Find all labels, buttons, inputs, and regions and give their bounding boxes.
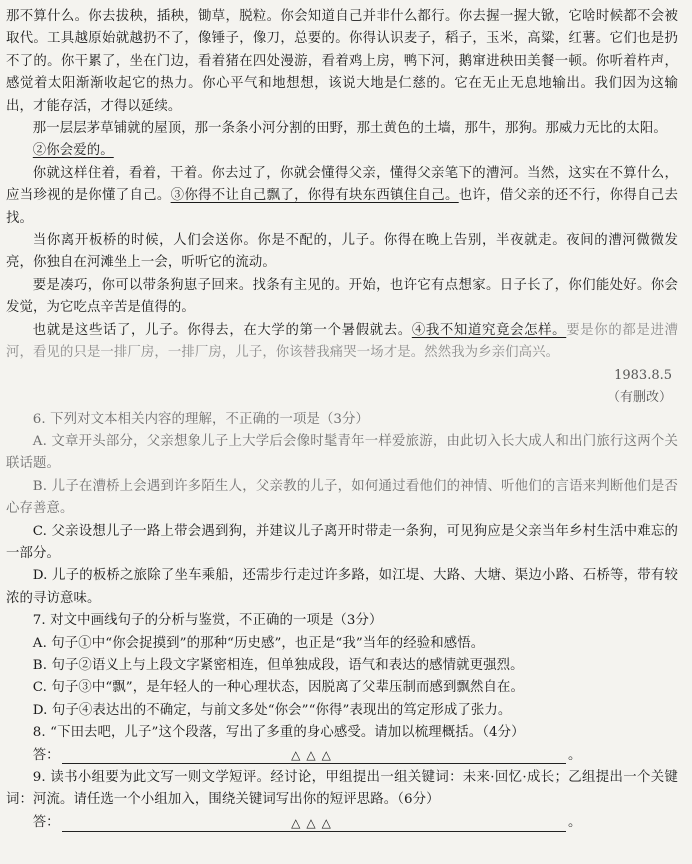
passage-paragraph-2: 那一层层茅草铺就的屋顶，那一条条小河分割的田野，那土黄色的土墙，那牛，那狗。那威力无比的太阳。 bbox=[32, 121, 667, 137]
answer-end-period: 。 bbox=[568, 747, 582, 763]
underlined-sentence-4: ④我不知道究竟会怎样。 bbox=[411, 322, 567, 338]
para4-text-after: 也许，借父亲的还不行，你得自己去找。 bbox=[6, 188, 678, 226]
underlined-sentence-3: ③你得不让自己飘了，你得有块东西镇住自己。 bbox=[170, 188, 459, 204]
question-7-option-b: B. 句子②语义上与上段文字紧密相连，但单独成段，语气和表达的感情就更强烈。 bbox=[32, 657, 524, 673]
question-6-option-d: D. 儿子的板桥之旅除了坐车乘船，还需步行走过许多路，如江堤、大路、大塘、渠边小路、石桥等，带有较浓的寻访意味。 bbox=[6, 568, 678, 606]
question-6-option-b: B. 儿子在漕桥上会遇到许多陌生人，父亲教的儿子，如何通过看他们的神情、听他们的言语来判断他们是否心存善意。 bbox=[6, 478, 678, 517]
question-6-option-a: A. 文章开头部分，父亲想象儿子上大学后会像时髦青年一样爱旅游，由此切入长大成人和出门旅行这两个关联话题。 bbox=[6, 433, 678, 472]
question-7-stem: 7. 对文中画线句子的分析与鉴赏，不正确的一项是（3分） bbox=[32, 613, 383, 629]
question-7-option-c: C. 句子③中“飘”，是年轻人的一种心理状态，因脱离了父辈压制而感到飘然自在。 bbox=[32, 680, 524, 696]
answer-label: 答： bbox=[32, 814, 60, 830]
passage-date: 1983.8.5 bbox=[614, 367, 672, 383]
question-6-stem: 6. 下列对文本相关内容的理解，不正确的一项是（3分） bbox=[32, 411, 370, 427]
answer-blank-line[interactable] bbox=[62, 747, 566, 764]
answer-label: 答： bbox=[32, 747, 60, 763]
answer-blank-line[interactable] bbox=[62, 815, 566, 832]
question-7-option-d: D. 句子④表达出的不确定，与前文多处“你会”“你得”表现出的笃定形成了张力。 bbox=[32, 702, 512, 718]
passage-paragraph-4 bbox=[6, 163, 678, 230]
question-7-option-a: A. 句子①中“你会捉摸到”的那种“历史感”，也正是“我”当年的经验和感悟。 bbox=[32, 635, 485, 651]
underlined-sentence-2: ②你会爱的。 bbox=[32, 143, 114, 159]
para4-text-before: 你就这样住着，看着，干着。你去过了，你就会懂得父亲，懂得父亲笔下的漕河。当然，这实在不算什么，应当珍视的是你懂了自己。 bbox=[6, 165, 678, 204]
question-8-stem: 8. “下田去吧，儿子”这个段落，写出了多重的身心感受。请加以梳理概括。（4分） bbox=[32, 725, 525, 741]
answer-placeholder-mark: △△△ bbox=[291, 815, 337, 830]
question-8-answer bbox=[6, 745, 678, 767]
passage-paragraph-5: 当你离开板桥的时候，人们会送你。你是不配的，儿子。你得在晚上告别，半夜就走。夜间的漕河微微发亮，你独自在河滩坐上一会，听听它的流动。 bbox=[6, 233, 678, 271]
answer-placeholder-mark: △△△ bbox=[291, 748, 337, 763]
passage-paragraph-6: 要是凑巧，你可以带条狗崽子回来。找条有主见的。开始，也许它有点想家。日子长了，你们能处好。你会发觉，为它吃点辛苦是值得的。 bbox=[6, 277, 678, 316]
question-9-answer bbox=[6, 812, 678, 834]
para7-text-before: 也就是这些话了，儿子。你得去，在大学的第一个暑假就去。 bbox=[32, 322, 412, 338]
passage-paragraph-1: 那不算什么。你去拔秧，插秧，锄草，脱粒。你会知道自己并非什么都行。你去握一握大锨，它啥时候都不会被取代。工具越原始就越扔不了，像锤子，像刀，总要的。你得认识麦子，稻子，玉米，高粱，红薯。它们也是扔不了的。你干累了，坐在门边，看着猪在四处漫游，看着鸡上房，鸭下河，鹅窜进秧田美餐一顿。你听着杵声，感觉着太阳渐渐收起它的热力。你心平气和地想想，该说大地是仁慈的。它在无止无息地输出。我们因为这输出，才能存活，才得以延续。 bbox=[6, 9, 678, 114]
question-9-stem: 9. 读书小组要为此文写一则文学短评。经讨论，甲组提出一组关键词：未来·回忆·成长；乙组提出一个关键词：河流。请任选一个小组加入，围绕关键词写出你的短评思路。（6分） bbox=[6, 770, 678, 808]
passage-note: （有删改） bbox=[606, 389, 672, 405]
question-6-option-c: C. 父亲设想儿子一路上带会遇到狗，并建议儿子离开时带走一条狗，可见狗应是父亲当年乡村生活中难忘的一部分。 bbox=[6, 523, 678, 561]
para7-faded-text: 要是你的都是进漕河，看见的只是一排厂房，一排厂房，儿子，你该替我痛哭一场才是。然然我为乡亲们高兴。 bbox=[6, 322, 678, 361]
passage-paragraph-3 bbox=[6, 140, 678, 162]
answer-end-period: 。 bbox=[568, 814, 582, 830]
passage-paragraph-7 bbox=[6, 320, 678, 365]
